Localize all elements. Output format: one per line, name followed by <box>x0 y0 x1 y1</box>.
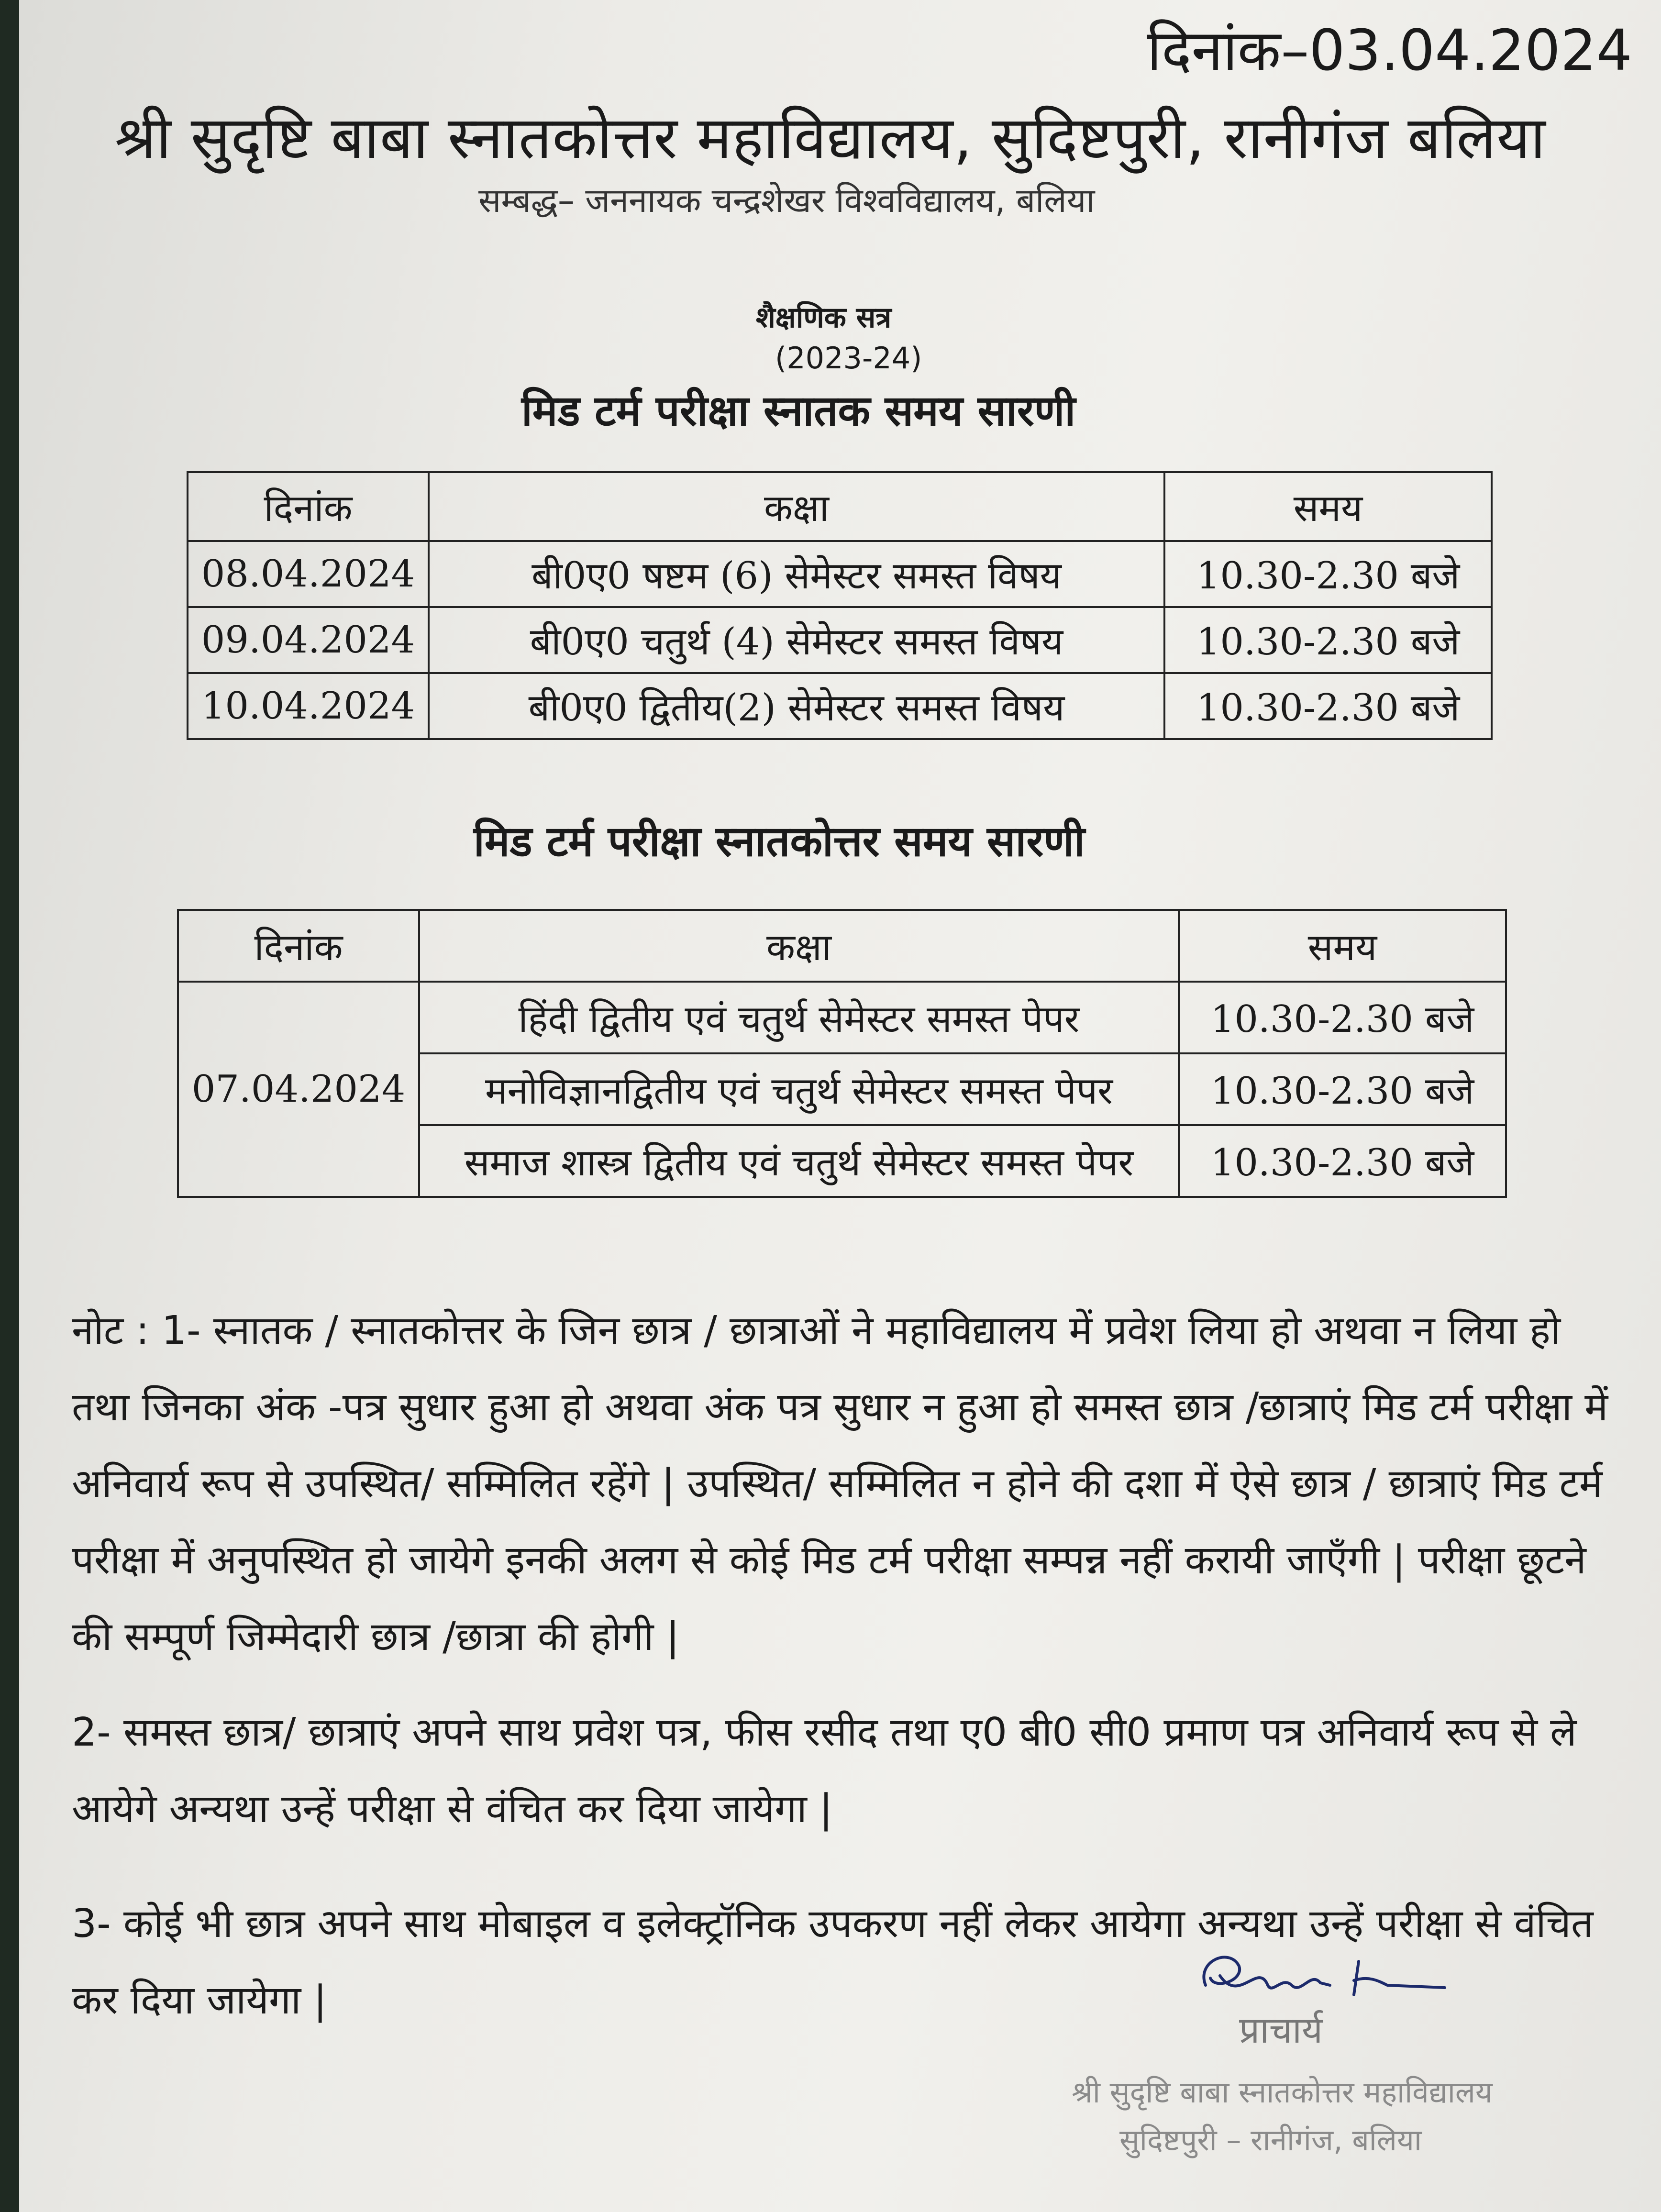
note-1: नोट : 1- स्नातक / स्नातकोत्तर के जिन छात्र / छात्राओं ने महाविद्यालय में प्रवेश लिया हो अथवा न लिया हो तथा जिनका अंक -पत्र सुधार हुआ हो अथवा अंक पत्र सुधार न हुआ हो समस्त छात्र /छात्राएं मिड टर्म परीक्षा में अनिवार्य रूप से उपस्थित/ सम्मिलित रहेंगे | उपस्थित/ सम्मिलित न होने की दशा में ऐसे छात्र / छात्राएं मिड टर्म परीक्षा में अनुपस्थित हो जायेगे इनकी अलग से कोई मिड टर्म परीक्षा सम्पन्न नहीं करायी जाएँगी | परीक्षा छूटने की सम्पूर्ण जिम्मेदारी छात्र /छात्रा की होगी | <box>72 1308 1608 1659</box>
row-time: 10.30-2.30 बजे <box>1164 541 1492 607</box>
row-time: 10.30-2.30 बजे <box>1179 1125 1506 1197</box>
row-date: 07.04.2024 <box>178 982 419 1197</box>
table-row <box>188 673 1492 739</box>
document-page <box>19 0 1661 2212</box>
row-class: समाज शास्त्र द्वितीय एवं चतुर्थ सेमेस्टर समस्त पेपर <box>419 1125 1179 1197</box>
note-2: 2- समस्त छात्र/ छात्राएं अपने साथ प्रवेश पत्र, फीस रसीद तथा ए0 बी0 सी0 प्रमाण पत्र अनिवार्य रूप से ले आयेगे अन्यथा उन्हें परीक्षा से वंचित कर दिया जायेगा | <box>72 1710 1577 1832</box>
ug-schedule-title: मिड टर्म परीक्षा स्नातक समय सारणी <box>521 386 1076 435</box>
table-header-row <box>178 910 1506 982</box>
row-time: 10.30-2.30 बजे <box>1164 607 1492 673</box>
pg-schedule-title: मिड टर्म परीक्षा स्नातकोत्तर समय सारणी <box>474 817 1085 866</box>
header-time: समय <box>1179 910 1506 982</box>
session-year: (2023-24) <box>775 341 922 376</box>
header-class: कक्षा <box>429 472 1164 541</box>
college-name: श्री सुदृष्टि बाबा स्नातकोत्तर महाविद्यालय, सुदिष्टपुरी, रानीगंज बलिया <box>115 104 1546 172</box>
row-date: 10.04.2024 <box>188 673 429 739</box>
header-class: कक्षा <box>419 910 1179 982</box>
note-3: 3- कोई भी छात्र अपने साथ मोबाइल व इलेक्ट्रॉनिक उपकरण नहीं लेकर आयेगा अन्यथा उन्हें परीक्षा से वंचित कर दिया जायेगा | <box>72 1901 1594 2023</box>
header-date: दिनांक <box>188 472 429 541</box>
document-date: दिनांक–03.04.2024 <box>1147 17 1632 83</box>
table-row <box>188 607 1492 673</box>
college-stamp-line-2: सुदिष्टपुरी – रानीगंज, बलिया <box>1119 2123 1422 2157</box>
table-header-row <box>188 472 1492 541</box>
affiliation-line: सम्बद्ध– जननायक चन्द्रशेखर विश्वविद्यालय, बलिया <box>478 181 1095 220</box>
table-row <box>178 982 1506 1053</box>
session-label: शैक्षणिक सत्र <box>756 301 892 334</box>
row-class: मनोविज्ञानद्वितीय एवं चतुर्थ सेमेस्टर समस्त पेपर <box>419 1053 1179 1125</box>
header-date: दिनांक <box>178 910 419 982</box>
table-row <box>188 541 1492 607</box>
row-class: हिंदी द्वितीय एवं चतुर्थ सेमेस्टर समस्त पेपर <box>419 982 1179 1053</box>
header-time: समय <box>1164 472 1492 541</box>
row-class: बी0ए0 चतुर्थ (4) सेमेस्टर समस्त विषय <box>429 607 1164 673</box>
row-date: 08.04.2024 <box>188 541 429 607</box>
principal-designation: प्राचार्य <box>1239 2009 1323 2051</box>
pg-schedule-table <box>177 909 1507 1198</box>
row-time: 10.30-2.30 बजे <box>1179 1053 1506 1125</box>
row-time: 10.30-2.30 बजे <box>1164 673 1492 739</box>
row-class: बी0ए0 षष्टम (6) सेमेस्टर समस्त विषय <box>429 541 1164 607</box>
row-class: बी0ए0 द्वितीय(2) सेमेस्टर समस्त विषय <box>429 673 1164 739</box>
ug-schedule-table <box>187 471 1493 740</box>
row-time: 10.30-2.30 बजे <box>1179 982 1506 1053</box>
college-stamp-line-1: श्री सुदृष्टि बाबा स्नातकोत्तर महाविद्यालय <box>1072 2075 1493 2110</box>
row-date: 09.04.2024 <box>188 607 429 673</box>
